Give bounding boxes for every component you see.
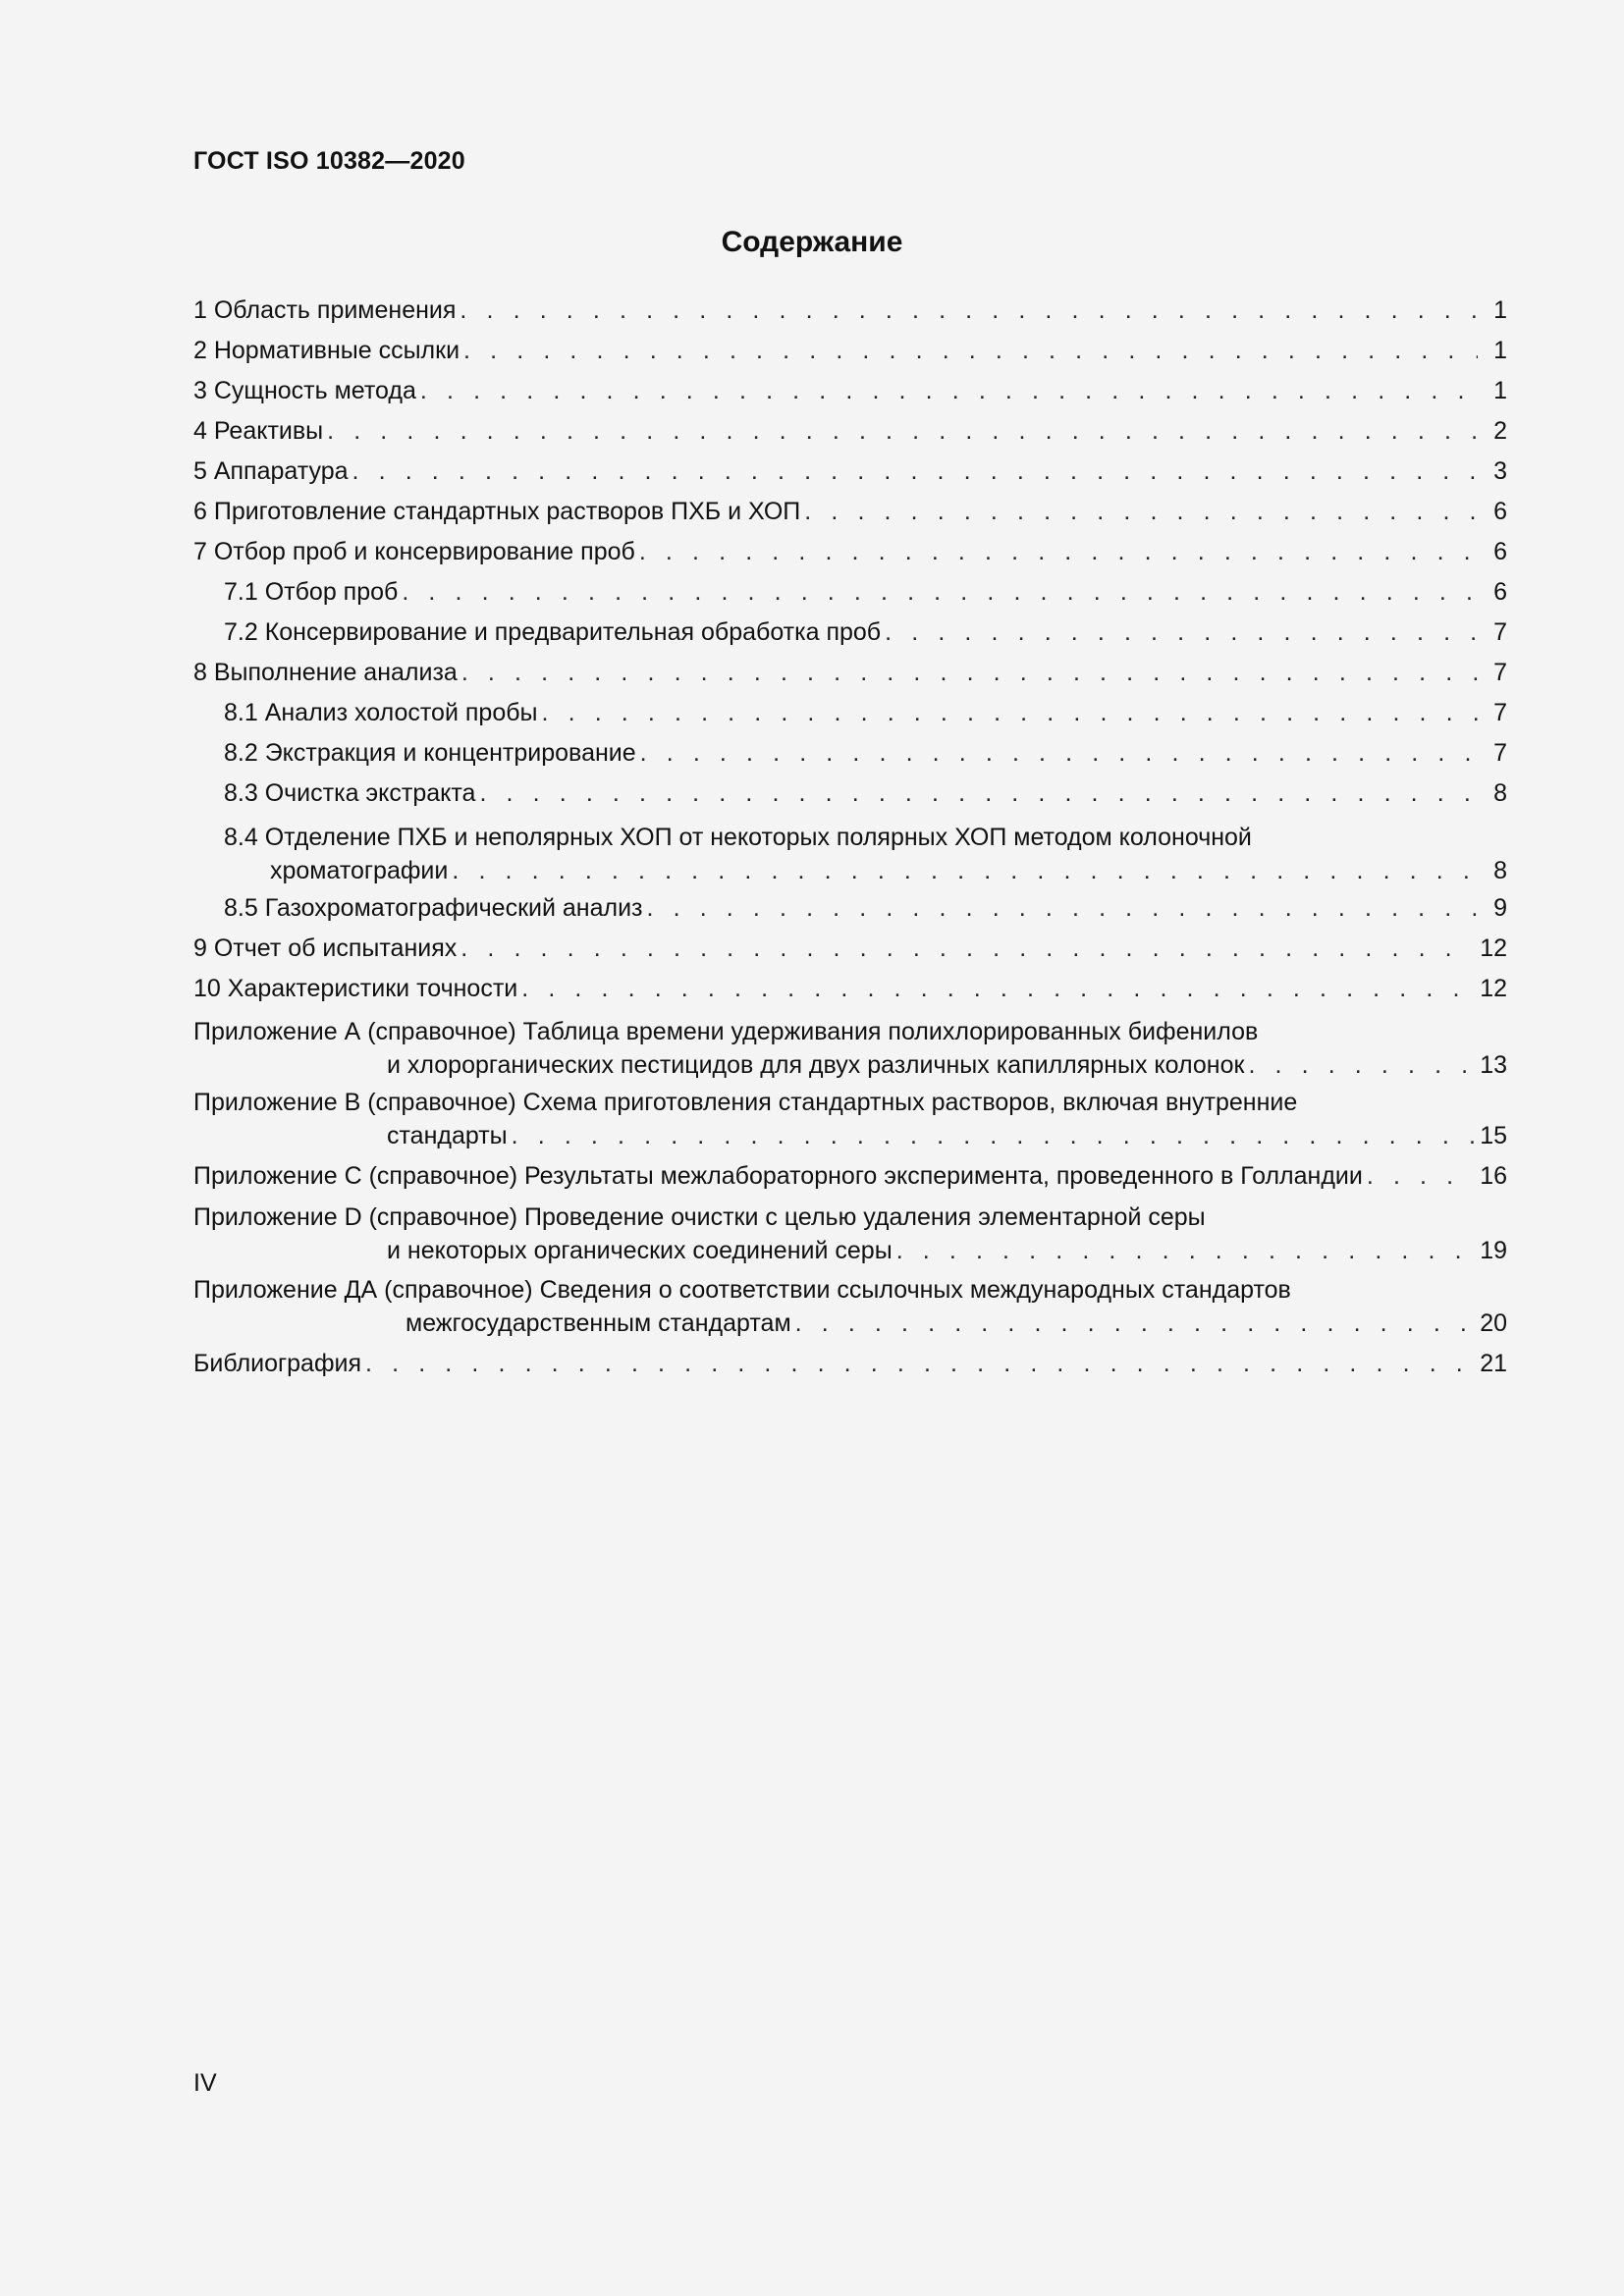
dot-leader [402,575,1478,609]
toc-entry-title-continuation: стандарты [387,1122,508,1149]
toc-entry-title: 4 Реактивы [193,417,324,445]
toc-page-number: 9 [1493,894,1507,922]
dot-leader [542,696,1478,729]
toc-page-number: 20 [1480,1309,1507,1337]
toc-entry-title: Библиография [193,1350,362,1377]
toc-entry-title-continuation: и хлорорганических пестицидов для двух различных капиллярных колонок [387,1051,1245,1079]
toc-entry-title: 8.5 Газохроматографический анализ [224,894,643,922]
toc-page-number: 6 [1493,538,1507,565]
toc-page-number: 3 [1493,457,1507,485]
toc-page-number: 13 [1480,1051,1507,1079]
toc-page-number: 21 [1480,1350,1507,1377]
dot-leader [1367,1159,1474,1193]
dot-leader [479,776,1478,810]
toc-entry[interactable] [193,776,1507,810]
toc-entry[interactable] [193,1347,1507,1380]
toc-page-number: 1 [1493,296,1507,324]
dot-leader [460,932,1474,965]
dot-leader [1248,1048,1474,1082]
toc-page-number: 7 [1493,739,1507,767]
toc-entry-title: 7 Отбор проб и консервирование проб [193,538,635,565]
toc-entry[interactable] [193,1159,1507,1193]
dot-leader [640,736,1478,770]
toc-entry-title: Приложение D (справочное) Проведение очистки с целью удаления элементарной серы [193,1203,1206,1231]
toc-entry[interactable] [193,294,1507,327]
toc-entry-title: 8.4 Отделение ПХБ и неполярных ХОП от некоторых полярных ХОП методом колоночной [224,824,1252,851]
toc-entry[interactable] [193,1015,1507,1079]
toc-page-number: 7 [1493,659,1507,686]
dot-leader [647,891,1478,925]
toc-entry[interactable] [193,1201,1507,1264]
toc-page-number: 1 [1493,377,1507,404]
toc-entry-title-continuation: и некоторых органических соединений серы [387,1237,893,1264]
toc-entry[interactable] [193,1086,1507,1149]
dot-leader [365,1347,1474,1380]
toc-entry-title: Приложение С (справочное) Результаты межлабораторного эксперимента, проведенного в Голландии [193,1162,1363,1190]
toc-entry-title: Приложение ДА (справочное) Сведения о соответствии ссылочных международных стандартов [193,1276,1291,1304]
dot-leader [420,374,1478,407]
toc-page-number: 1 [1493,337,1507,364]
toc-entry[interactable] [193,656,1507,689]
toc-entry-title: 7.1 Отбор проб [224,578,399,606]
toc-page-number: 8 [1493,779,1507,807]
toc-entry[interactable] [193,821,1507,884]
toc-page-number: 12 [1480,975,1507,1002]
toc-entry-title: 10 Характеристики точности [193,975,518,1002]
toc-page-number: 7 [1493,618,1507,646]
toc-entry[interactable] [193,891,1507,925]
toc-entry-title-continuation: хроматографии [270,857,449,884]
dot-leader [463,334,1478,367]
toc-entry[interactable] [193,454,1507,488]
toc-entry-title: 8.3 Очистка экстракта [224,779,476,807]
toc-entry-title: 8.1 Анализ холостой пробы [224,699,538,726]
toc-entry-title: 2 Нормативные ссылки [193,337,460,364]
toc-entry-title-continuation: межгосударственным стандартам [406,1309,791,1337]
toc-entry-title: Приложение В (справочное) Схема приготовления стандартных растворов, включая внутренние [193,1089,1298,1116]
dot-leader [804,495,1478,528]
toc-entry-title: 7.2 Консервирование и предварительная обработка проб [224,618,882,646]
toc-entry[interactable] [193,932,1507,965]
toc-entry[interactable] [193,575,1507,609]
dot-leader [452,854,1478,887]
dot-leader [521,972,1474,1005]
dot-leader [639,535,1478,568]
toc-entry[interactable] [193,972,1507,1005]
toc-page-number: 6 [1493,498,1507,525]
toc-entry-title: 1 Область применения [193,296,457,324]
dot-leader [512,1119,1475,1152]
dot-leader [885,615,1478,649]
toc-entry[interactable] [193,736,1507,770]
toc-page-number: 15 [1480,1122,1507,1149]
page-number: IV [193,2069,217,2097]
toc-entry[interactable] [193,374,1507,407]
toc-entry[interactable] [193,1273,1507,1337]
toc-entry[interactable] [193,615,1507,649]
toc-page-number: 7 [1493,699,1507,726]
toc-entry[interactable] [193,535,1507,568]
toc-page-number: 16 [1480,1162,1507,1190]
toc-page-number: 8 [1493,857,1507,884]
toc-entry[interactable] [193,696,1507,729]
toc-page-number: 2 [1493,417,1507,445]
dot-leader [896,1234,1475,1267]
dot-leader [795,1307,1475,1340]
toc-page-number: 19 [1480,1237,1507,1264]
dot-leader [460,294,1478,327]
document-designation: ГОСТ ISO 10382—2020 [193,147,465,175]
dot-leader [327,414,1478,448]
toc-entry-title: 8 Выполнение анализа [193,659,458,686]
dot-leader [352,454,1478,488]
toc-entry[interactable] [193,414,1507,448]
toc-entry[interactable] [193,495,1507,528]
toc-entry-title: 8.2 Экстракция и концентрирование [224,739,636,767]
toc-title: Содержание [721,226,903,258]
toc-entry-title: 9 Отчет об испытаниях [193,934,458,962]
toc-page-number: 6 [1493,578,1507,606]
toc-entry-title: 5 Аппаратура [193,457,349,485]
toc-entry-title: 3 Сущность метода [193,377,416,404]
toc-entry-title: Приложение А (справочное) Таблица времени удерживания полихлорированных бифенилов [193,1018,1259,1045]
toc-page-number: 12 [1480,934,1507,962]
dot-leader [461,656,1478,689]
toc-entry[interactable] [193,334,1507,367]
toc-entry-title: 6 Приготовление стандартных растворов ПХБ и ХОП [193,498,801,525]
